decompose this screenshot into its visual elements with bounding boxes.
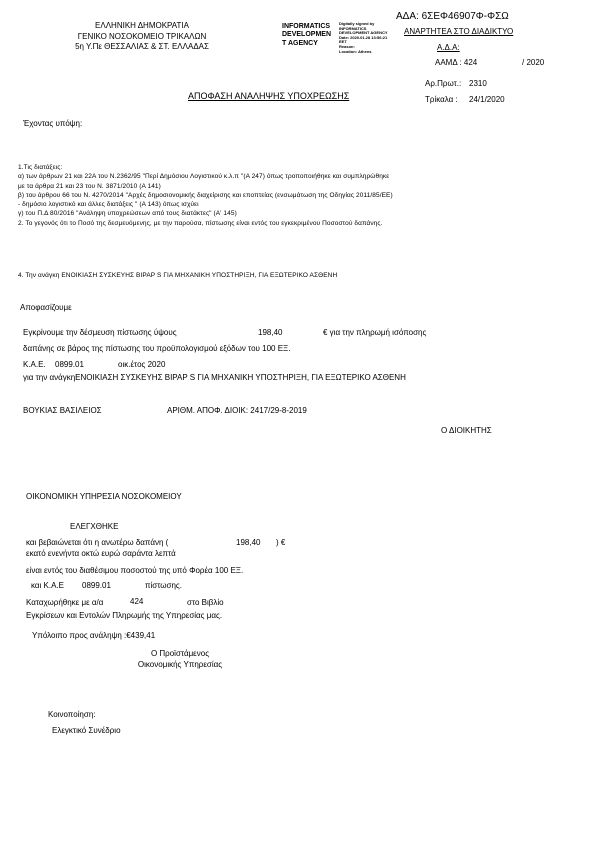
finance-kae-tail: πίστωσης. xyxy=(145,581,182,590)
within-limit: είναι εντός του διαθέσιμου ποσοστού της υπό Φορέα 100 ΕΞ. xyxy=(26,566,244,575)
provisions-block xyxy=(18,163,393,228)
amount-in-words: εκατό ενενήντα οκτώ ευρώ σαράντα λεπτά xyxy=(26,549,176,558)
finance-head-block xyxy=(120,648,240,670)
place-date: 24/1/2020 xyxy=(469,95,505,104)
kae-value: 0899.01 xyxy=(55,360,84,369)
provision-line: 2. Το γεγονός ότι το Ποσό της δεσμευόμενης, με την παρούσα, πίστωσης είναι εντός του εγκεκριμένου Ποσοστού δαπάνης. xyxy=(18,219,383,227)
remaining-balance: Υπόλοιπο προς ανάληψη :€439,41 xyxy=(32,631,156,640)
book-description: Εγκρίσεων και Εντολών Πληρωμής της Υπηρεσίας μας. xyxy=(26,611,223,620)
approve-line1: Εγκρίνουμε την δέσμευση πίστωσης ύψους xyxy=(23,328,177,337)
ada-code: ΑΔΑ: 6ΣΕΦ46907Φ-ΦΣΩ xyxy=(396,11,509,22)
org-line-country: ΕΛΛΗΝΙΚΗ ΔΗΜΟΚΡΑΤΙΑ xyxy=(95,21,189,30)
place-label: Τρίκαλα : xyxy=(425,95,458,104)
provision-line: με τα άρθρα 21 και 23 του Ν. 3871/2010 (Α 141) xyxy=(18,182,161,190)
stamp-detail: Digitally signed by xyxy=(339,21,375,26)
stamp-line: DEVELOPMEN xyxy=(282,31,332,39)
finance-kae-label: και Κ.Α.Ε xyxy=(31,581,64,590)
registered-book: στο Βιβλίο xyxy=(187,598,224,607)
signature-stamp-main xyxy=(282,23,331,48)
fiscal-year: οικ.έτος 2020 xyxy=(118,360,166,369)
notification-recipient: Ελεγκτικό Συνέδριο xyxy=(52,726,121,735)
page-title: ΑΠΟΦΑΣΗ ΑΝΑΛΗΨΗΣ ΥΠΟΧΡΕΩΣΗΣ xyxy=(188,91,350,101)
registered-number: 424 xyxy=(130,597,144,606)
registered-label: Καταχωρήθηκε με α/α xyxy=(26,598,104,607)
aamd-year: / 2020 xyxy=(522,58,545,67)
ada-label: Α.Δ.Α: xyxy=(437,43,460,52)
signer-name: ΒΟΥΚΙΑΣ ΒΑΣΙΛΕΙΟΣ xyxy=(23,406,102,415)
signer-role: Ο ΔΙΟΙΚΗΤΗΣ xyxy=(441,426,492,435)
approve-amount: 198,40 xyxy=(258,328,283,337)
stamp-detail: INFORMATICS xyxy=(339,25,367,31)
certification-currency: ) € xyxy=(276,538,286,547)
signature-stamp-details xyxy=(339,22,388,54)
protocol-label: Αρ.Πρωτ.: xyxy=(425,79,462,88)
approve-purpose: για την ανάγκηΕΝΟΙΚΙΑΣΗ ΣΥΣΚΕΥΗΣ BIPAP S ΓΙΑ ΜΗΧΑΝΙΚΗ ΥΠΟΣΤΗΡΙΞΗ, ΓΙΑ ΕΞΩΤΕΡΙΚΟ ΑΣΘΕΝΗ xyxy=(23,373,406,382)
approve-line1-tail: € για την πληρωμή ισόποσης xyxy=(323,328,427,337)
certification-amount: 198,40 xyxy=(236,538,261,547)
checked-label: ΕΛΕΓΧΘΗΚΕ xyxy=(70,522,119,531)
stamp-detail: Reason: xyxy=(339,43,355,49)
stamp-line: T AGENCY xyxy=(282,39,318,47)
aamd-label: ΑΑΜΔ : 424 xyxy=(435,58,478,67)
stamp-line: INFORMATICS xyxy=(282,23,331,30)
certification-line: και βεβαιώνεται ότι η ανωτέρω δαπάνη ( xyxy=(26,538,169,547)
finance-kae-value: 0899.01 xyxy=(82,581,111,590)
finance-head-unit: Οικονομικής Υπηρεσίας xyxy=(137,660,223,669)
finance-heading: ΟΙΚΟΝΟΜΙΚΗ ΥΠΗΡΕΣΙΑ ΝΟΣΟΚΟΜΕΙΟΥ xyxy=(26,492,182,501)
stamp-detail: Date: 2020.01.28 13:56:21 xyxy=(339,34,388,40)
having-regard: Έχοντας υπόψη: xyxy=(23,119,83,128)
provision-line: - δημόσιο λογιστικό και άλλες διατάξεις " (Α 143) όπως ισχύει xyxy=(18,201,199,209)
approve-line2: δαπάνης σε βάρος της πίστωσης του προϋπολογισμού εξόδων του 100 ΕΞ. xyxy=(23,344,291,353)
notification-label: Κοινοποίηση: xyxy=(48,710,96,719)
org-line-region: 5η Υ.Πε ΘΕΣΣΑΛΙΑΣ & ΣΤ. ΕΛΛΑΔΑΣ xyxy=(75,42,209,52)
stamp-detail: DEVELOPMENT AGENCY xyxy=(339,30,388,36)
provision-line: β) του άρθρου 66 του Ν. 4270/2014 "Αρχές δημοσιονομικής διαχείρισης και εποπτείας (ενσωμάτωση της Οδηγίας 2011/85/ΕΕ) xyxy=(18,191,393,199)
decide-heading: Αποφασίζουμε xyxy=(20,303,72,312)
org-line-hospital: ΓΕΝΙΚΟ ΝΟΣΟΚΟΜΕΙΟ ΤΡΙΚΑΛΩΝ xyxy=(77,31,207,41)
provision-line: α) των άρθρων 21 και 22Α του Ν.2362/95 "Περί Δημόσιου Λογιστικού κ.λ.π "(Α 247) όπως τροποποιήθηκε και συμπληρώθηκε xyxy=(18,173,390,181)
posted-online: ΑΝΑΡΤΗΤΕΑ ΣΤΟ ΔΙΑΔΙΚΤΥΟ xyxy=(404,27,514,36)
finance-head-title: Ο Προϊστάμενος xyxy=(150,649,210,658)
request-line: 4. Την ανάγκη ΕΝΟΙΚΙΑΣΗ ΣΥΣΚΕΥΗΣ BIPAP S ΓΙΑ ΜΗΧΑΝΙΚΗ ΥΠΟΣΤΗΡΙΞΗ, ΓΙΑ ΕΞΩΤΕΡΙΚΟ ΑΣΘΕΝΗ xyxy=(18,272,338,279)
signer-decision: ΑΡΙΘΜ. ΑΠΟΦ. ΔΙΟΙΚ: 2417/29-8-2019 xyxy=(167,406,307,415)
provision-line: 1.Τις διατάξεις: xyxy=(18,164,63,171)
kae-label: Κ.Α.Ε. xyxy=(23,360,46,369)
org-header xyxy=(42,21,242,53)
stamp-detail: Location: Athens xyxy=(339,48,372,54)
provision-line: γ) του Π.Δ 80/2016 "Ανάληψη υποχρεώσεων από τους διατάκτες" (Α' 145) xyxy=(18,210,237,218)
stamp-detail: EET xyxy=(339,39,347,45)
protocol-value: 2310 xyxy=(469,79,487,88)
